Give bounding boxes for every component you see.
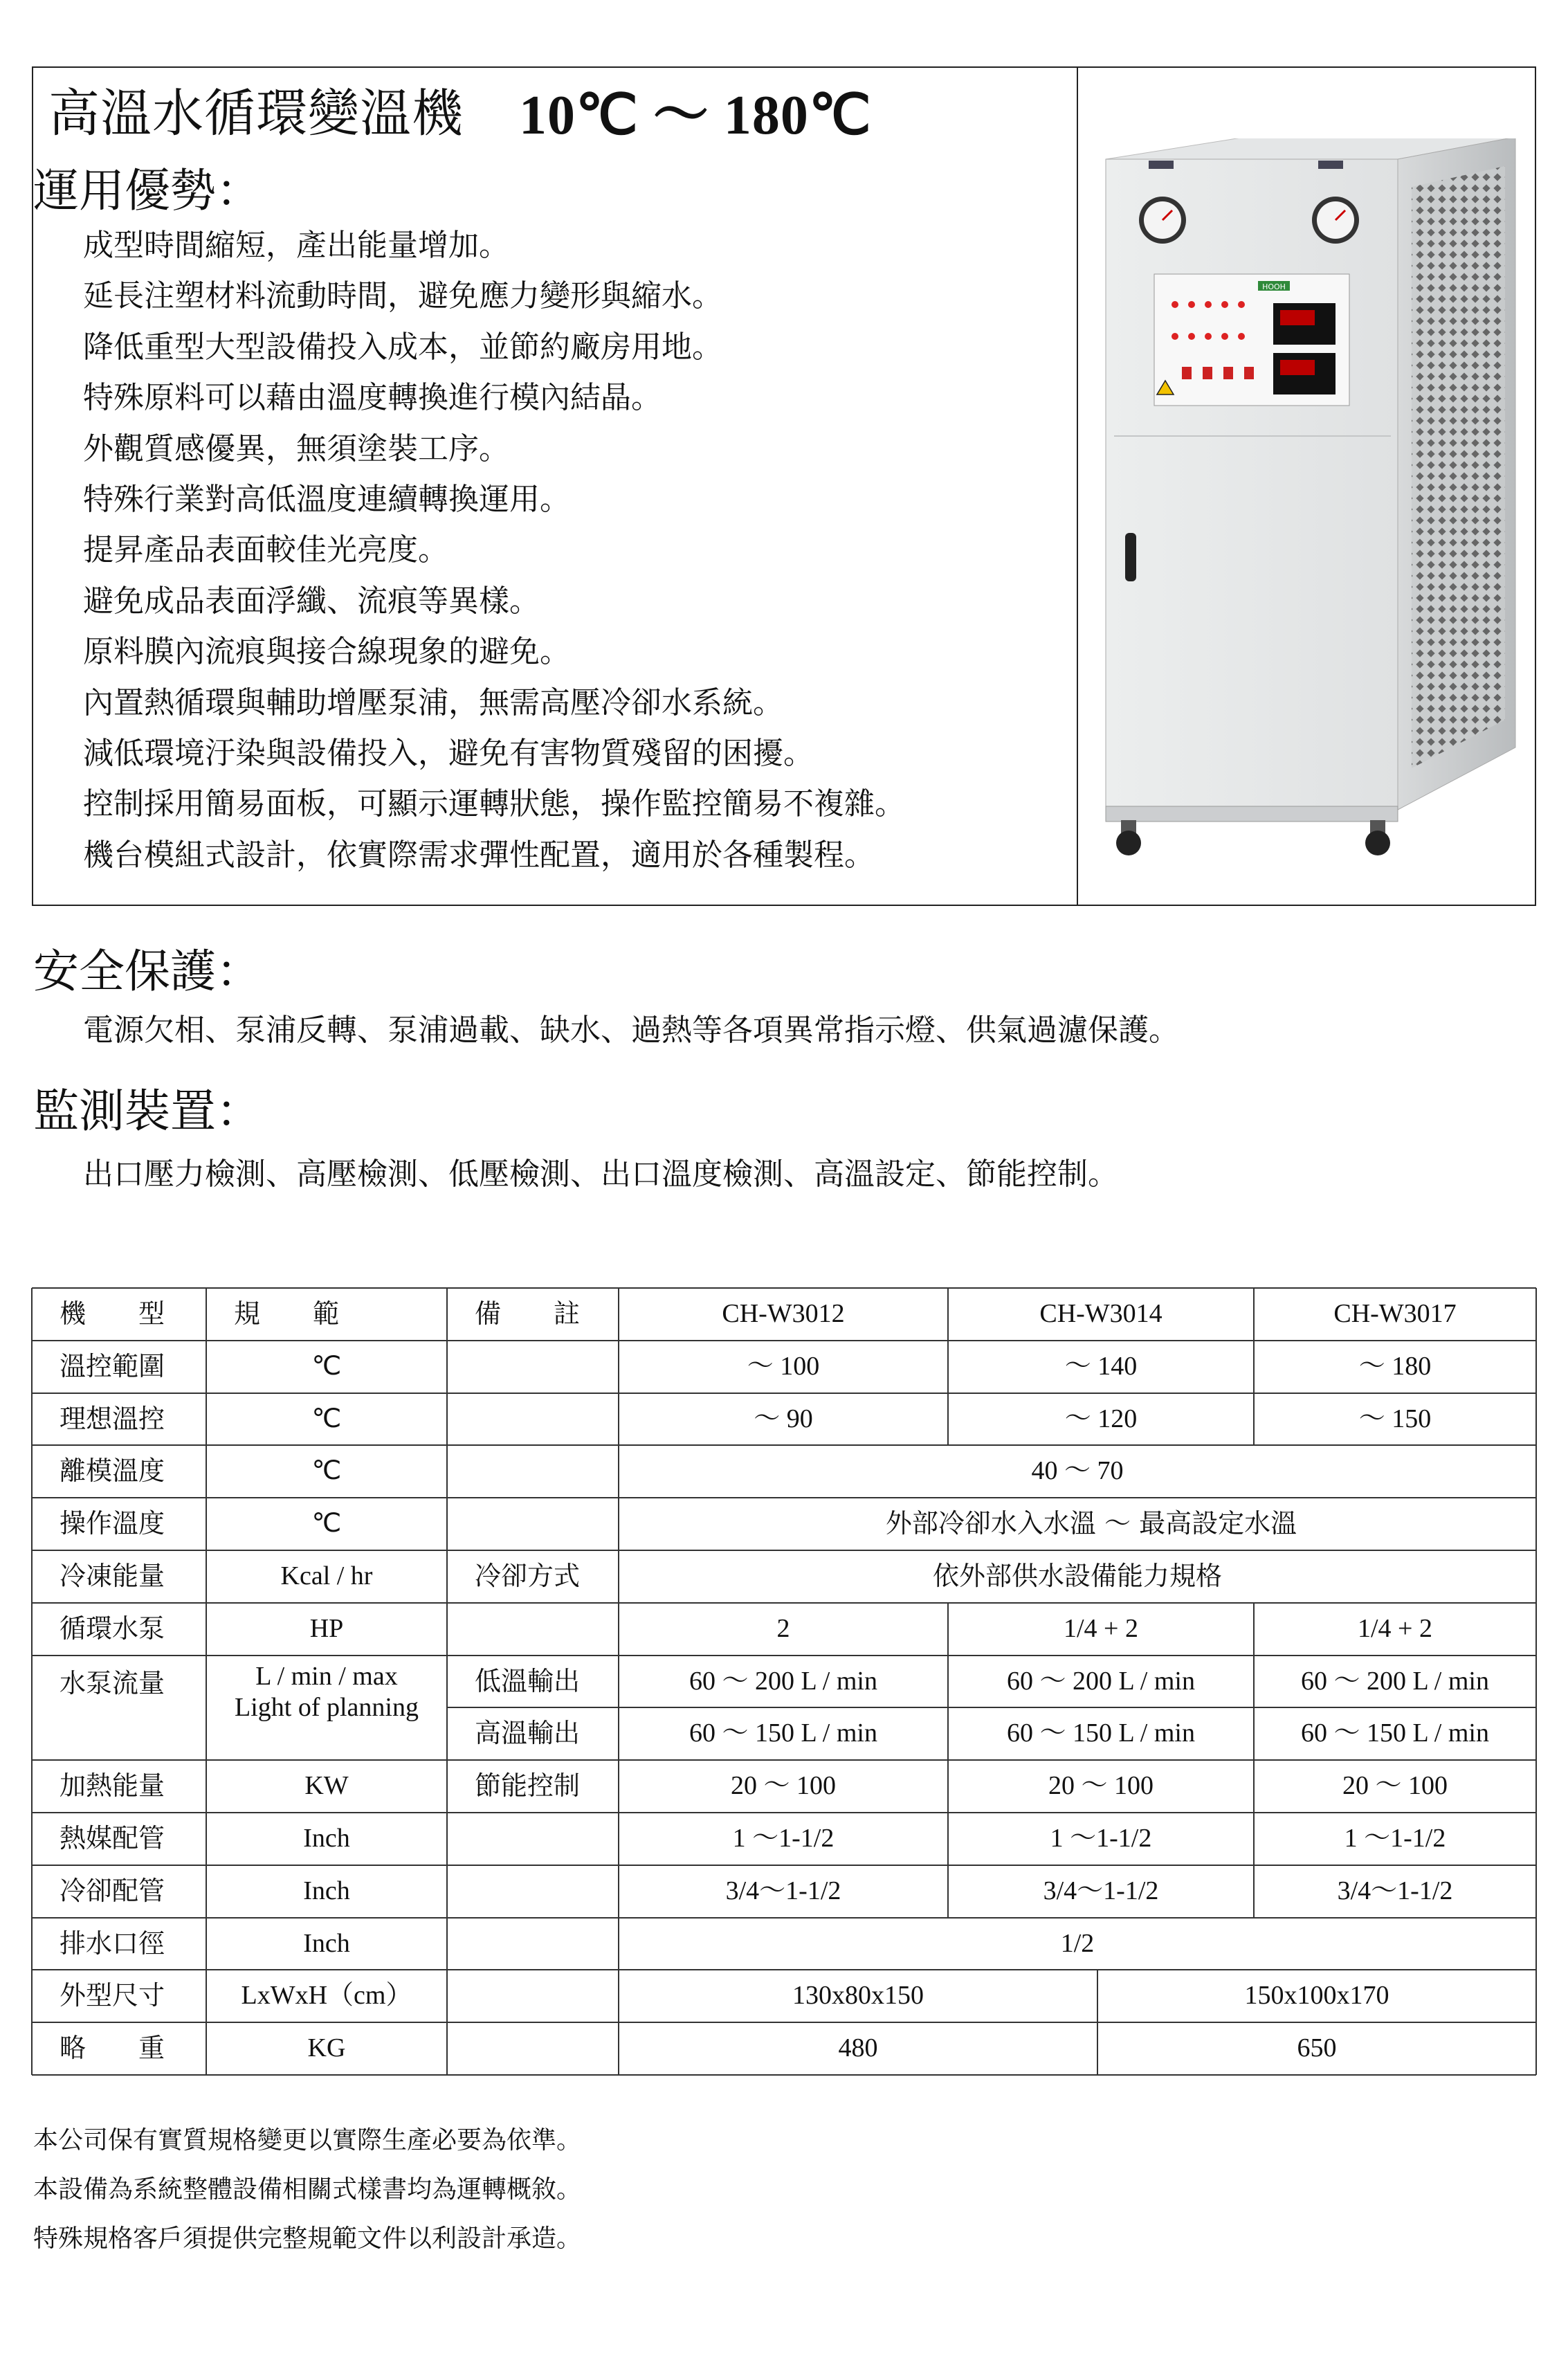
row-value: 650: [1297, 2033, 1337, 2063]
row-unit: Inch: [303, 1928, 350, 1958]
advantage-item: 減低環境汙染與設備投入，避免有害物質殘留的困擾。: [83, 735, 814, 771]
row-unit: ℃: [311, 1404, 342, 1433]
row-unit: Inch: [303, 1876, 350, 1905]
row-value: 2: [776, 1613, 790, 1643]
row-value: 1 ～1-1/2: [1344, 1824, 1446, 1853]
row-value: 60 ～ 150 L / min: [1007, 1718, 1195, 1748]
advantages-heading: 運用優勢：: [33, 164, 262, 217]
row-unit: KG: [307, 2033, 346, 2063]
row-value: 130x80x150: [792, 1981, 924, 2011]
row-value: 1/2: [1060, 1928, 1095, 1958]
row-label: 溫控範圍: [60, 1350, 165, 1381]
row-label: 外型尺寸: [60, 1980, 165, 2011]
monitor-heading: 監測裝置：: [33, 1085, 262, 1138]
row-value: 60 ～ 200 L / min: [1301, 1666, 1489, 1696]
advantage-item: 內置熱循環與輔助增壓泵浦，無需高壓冷卻水系統。: [83, 684, 783, 720]
row-label: 循環水泵: [60, 1613, 165, 1644]
model-name: CH-W3012: [722, 1299, 845, 1329]
header-unit: 規 範: [234, 1298, 340, 1330]
brand-label: HOOH: [1262, 282, 1286, 291]
row-label: 冷凍能量: [60, 1561, 165, 1592]
row-value: 40 ～ 70: [1031, 1456, 1124, 1486]
row-value: ～ 140: [1064, 1351, 1138, 1381]
advantage-item: 外觀質感優異，無須塗裝工序。: [83, 430, 509, 466]
row-value: 3/4～1-1/2: [1337, 1876, 1453, 1905]
row-value: 依外部供水設備能力規格: [932, 1561, 1222, 1592]
row-unit: Inch: [303, 1824, 350, 1853]
row-value: 外部冷卻水入水溫 ～ 最高設定水溫: [885, 1508, 1297, 1539]
row-value: 60 ～ 200 L / min: [689, 1666, 877, 1696]
advantage-item: 機台模組式設計，依實際需求彈性配置，適用於各種製程。: [83, 837, 875, 873]
advantage-item: 成型時間縮短，產出能量增加。: [83, 228, 509, 263]
advantage-item: 延長注塑材料流動時間，避免應力變形與縮水。: [83, 278, 722, 314]
row-value: 1/4 + 2: [1064, 1613, 1138, 1643]
header-note: 備 註: [475, 1298, 581, 1330]
row-value: ～ 150: [1358, 1404, 1432, 1433]
row-value: 150x100x170: [1244, 1981, 1389, 2011]
flow-unit-line: L / min / max: [255, 1661, 398, 1691]
row-label: 離模溫度: [60, 1455, 165, 1487]
row-value: 60 ～ 150 L / min: [689, 1718, 877, 1748]
row-unit: ℃: [311, 1351, 342, 1381]
row-note: 低溫輸出: [475, 1665, 581, 1696]
row-value: 3/4～1-1/2: [725, 1876, 841, 1905]
row-value: ～ 100: [747, 1351, 820, 1381]
row-label: 熱媒配管: [60, 1823, 165, 1854]
row-label: 水泵流量: [60, 1667, 165, 1698]
row-unit: ℃: [311, 1456, 342, 1486]
row-value: 480: [838, 2033, 878, 2063]
row-unit: LxWxH（cm）: [241, 1981, 412, 2011]
temperature-range: 10℃ ～ 180℃: [519, 84, 872, 146]
row-label: 排水口徑: [60, 1928, 165, 1959]
model-name: CH-W3017: [1333, 1299, 1457, 1329]
footnote-3: 特殊規格客戶須提供完整規範文件以利設計承造。: [33, 2224, 582, 2253]
row-value: 3/4～1-1/2: [1043, 1876, 1159, 1905]
safety-heading: 安全保護：: [33, 945, 262, 998]
advantage-item: 降低重型大型設備投入成本，並節約廠房用地。: [83, 329, 722, 365]
row-value: ～ 120: [1064, 1404, 1138, 1433]
advantages-list: [83, 220, 905, 880]
row-value: 1 ～1-1/2: [732, 1824, 835, 1853]
row-label: 冷卻配管: [60, 1875, 165, 1906]
advantage-item: 原料膜內流痕與接合線現象的避免。: [83, 634, 570, 670]
row-value: 60 ～ 150 L / min: [1301, 1718, 1489, 1748]
footnote-1: 本公司保有實質規格變更以實際生產必要為依準。: [33, 2126, 582, 2155]
row-label: 加熱能量: [60, 1770, 165, 1802]
row-note: 高溫輸出: [475, 1718, 581, 1749]
row-note: 節能控制: [475, 1770, 581, 1802]
advantage-item: 特殊原料可以藉由溫度轉換進行模內結晶。: [83, 380, 662, 416]
safety-text: 電源欠相、泵浦反轉、泵浦過載、缺水、過熱等各項異常指示燈、供氣過濾保護。: [83, 1013, 1179, 1048]
product-name: 高溫水循環變溫機: [48, 84, 464, 143]
header-item: 機 型: [60, 1298, 165, 1330]
advantage-item: 提昇產品表面較佳光亮度。: [83, 532, 448, 568]
row-value: 1/4 + 2: [1358, 1613, 1432, 1643]
row-label: 略 重: [60, 2033, 165, 2064]
advantage-item: 避免成品表面浮纖、流痕等異樣。: [83, 583, 540, 619]
row-unit: HP: [309, 1613, 344, 1643]
page-title: [48, 75, 872, 144]
row-label: 操作溫度: [60, 1508, 165, 1539]
row-value: 1 ～1-1/2: [1050, 1824, 1152, 1853]
flow-unit-line: Light of planning: [235, 1693, 419, 1723]
row-unit: ℃: [311, 1509, 342, 1539]
row-value: ～ 180: [1358, 1351, 1432, 1381]
row-note: 冷卻方式: [475, 1561, 581, 1592]
row-unit: Kcal / hr: [280, 1561, 373, 1591]
row-value: 20 ～ 100: [730, 1771, 836, 1801]
row-label: 理想溫控: [60, 1403, 165, 1434]
flow-unit: [206, 1656, 447, 1766]
advantage-item: 特殊行業對高低溫度連續轉換運用。: [83, 481, 570, 517]
row-unit: KW: [304, 1771, 349, 1801]
row-value: ～ 90: [754, 1404, 813, 1433]
column-divider: [1077, 66, 1078, 906]
advantage-item: 控制採用簡易面板，可顯示運轉狀態，操作監控簡易不複雜。: [83, 786, 905, 822]
row-value: 60 ～ 200 L / min: [1007, 1666, 1195, 1696]
footnote-2: 本設備為系統整體設備相關式樣書均為運轉概敘。: [33, 2175, 582, 2204]
monitor-text: 出口壓力檢測、高壓檢測、低壓檢測、出口溫度檢測、高溫設定、節能控制。: [83, 1157, 1118, 1192]
spec-table: [32, 1288, 1536, 2075]
product-photo: [1093, 138, 1529, 872]
model-name: CH-W3014: [1039, 1299, 1163, 1329]
row-value: 20 ～ 100: [1048, 1771, 1154, 1801]
row-value: 20 ～ 100: [1342, 1771, 1448, 1801]
